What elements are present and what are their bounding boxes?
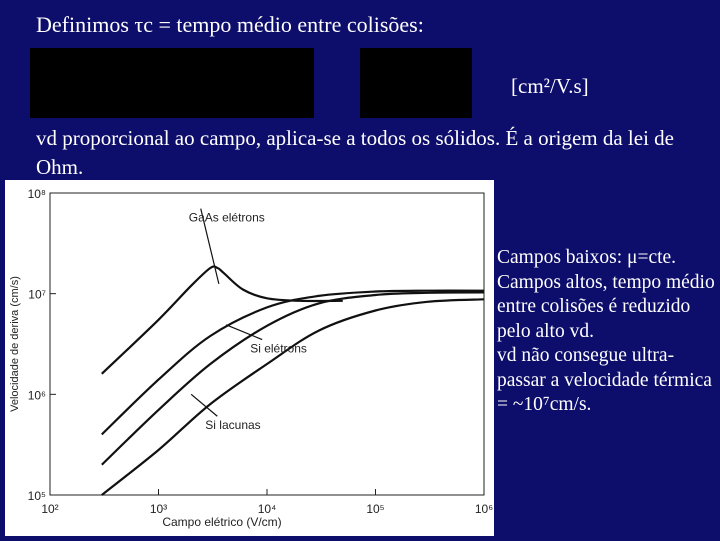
x-tick-label: 10³ [149,502,168,516]
mobility-unit-label: [cm²/V.s] [511,74,589,98]
x-axis-label: Campo elétrico (V/cm) [162,515,282,529]
series-name-label: Si lacunas [205,418,261,433]
formula-redaction-right [360,48,472,118]
observations-text [497,246,719,418]
y-tick-label: 10⁷ [28,287,46,302]
x-tick-label: 10⁴ [257,502,277,516]
y-tick-label: 10⁵ [27,489,46,503]
series-line-si-holes [102,299,484,495]
y-tick-label: 10⁸ [27,187,46,201]
velocity-field-plot-panel [5,180,494,536]
note-thermal-velocity: vd não consegue ultra-passar a velocidade térmica = ~10⁷cm/s. [497,345,712,415]
series-name-label: GaAs elétrons [188,210,265,225]
y-tick-label: 10⁶ [27,388,46,403]
drift-velocity-chart [5,180,494,536]
note-low-field: Campos baixos: μ=cte. [497,247,677,268]
note-high-field: Campos altos, tempo médio entre colisões é reduzido pelo alto vd. [497,271,715,342]
x-tick-label: 10⁶ [474,502,494,516]
series-label-leader [191,394,217,416]
ohm-law-statement: vd proporcional ao campo, aplica-se a todos os sólidos. É a origem da lei de Ohm. [36,126,674,179]
formula-redaction-left [30,48,314,118]
series-line-gaas-electrons [102,266,343,373]
y-axis-label: Velocidade de deriva (cm/s) [9,276,21,412]
slide-heading: Definimos τc = tempo médio entre colisões: [36,12,424,37]
x-tick-label: 10⁵ [366,502,385,516]
x-tick-label: 10² [41,502,59,516]
series-name-label: Si elétrons [250,341,307,356]
